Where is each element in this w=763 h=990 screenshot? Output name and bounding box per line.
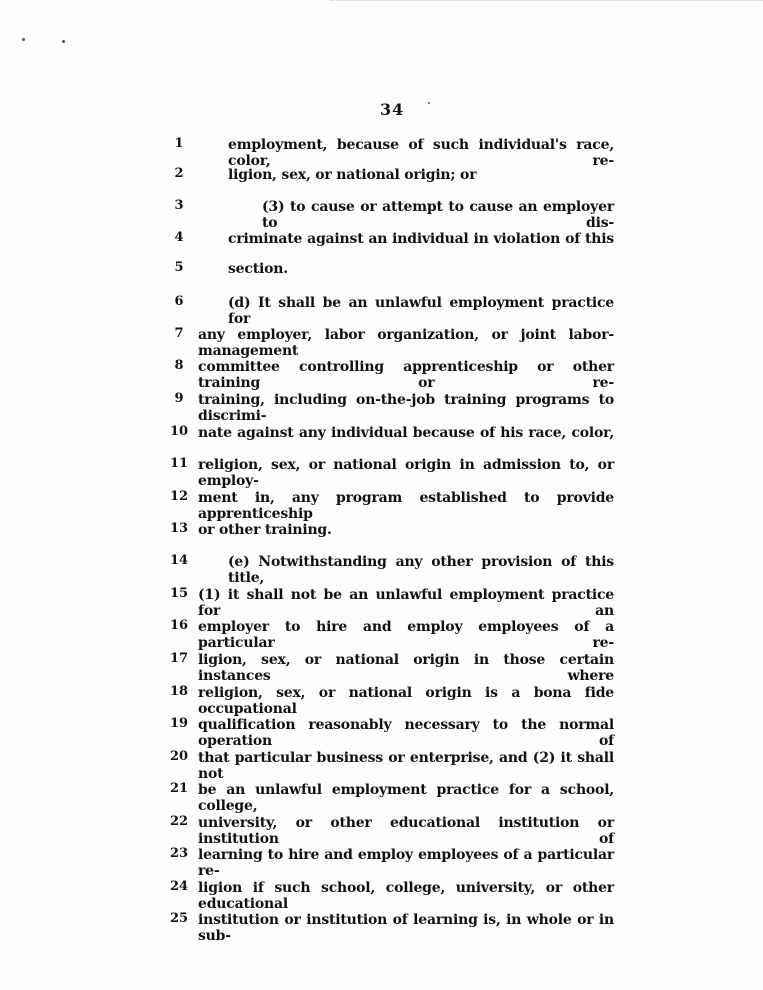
line-text: institution or institution of learning is, in whole or in sub-	[198, 912, 614, 944]
scan-speck	[428, 102, 430, 104]
line-number: 14	[170, 553, 189, 568]
line-text: any employer, labor organization, or joint labor-management	[198, 327, 614, 359]
line-number: 3	[174, 198, 184, 213]
line-number: 25	[170, 911, 189, 926]
line-text: committee controlling apprenticeship or other training or re-	[198, 359, 614, 391]
scan-top-border	[330, 0, 763, 3]
line-text: ligion, sex, or national origin; or	[228, 167, 477, 183]
line-text: that particular business or enterprise, and (2) it shall not	[198, 750, 614, 782]
line-number: 10	[170, 424, 189, 439]
line-text: employment, because of such individual's race, color, re-	[228, 137, 614, 169]
line-number: 15	[170, 586, 189, 601]
line-number: 9	[174, 391, 184, 406]
line-number: 7	[174, 326, 184, 341]
line-text: ment in, any program established to provide apprenticeship	[198, 490, 614, 522]
scan-speck	[62, 40, 65, 43]
page-number: 34	[380, 100, 405, 119]
line-number: 18	[170, 684, 189, 699]
line-number: 12	[170, 489, 189, 504]
line-text: nate against any individual because of his race, color,	[198, 425, 614, 441]
line-number: 4	[174, 230, 184, 245]
line-number: 20	[170, 749, 189, 764]
line-text: ligion if such school, college, university, or other educational	[198, 880, 614, 912]
line-number: 22	[170, 814, 189, 829]
line-number: 16	[170, 618, 189, 633]
line-text: religion, sex, or national origin in admission to, or employ-	[198, 457, 614, 489]
line-number: 24	[170, 879, 189, 894]
line-number: 2	[174, 166, 184, 181]
scan-speck	[22, 38, 25, 41]
line-text: employer to hire and employ employees of a particular re-	[198, 619, 614, 651]
line-text: or other training.	[198, 522, 332, 538]
line-number: 19	[170, 716, 189, 731]
line-text: (3) to cause or attempt to cause an employer to dis-	[262, 199, 614, 231]
line-text: training, including on-the-job training programs to discrimi-	[198, 392, 614, 424]
line-text: (1) it shall not be an unlawful employment practice for an	[198, 587, 614, 619]
line-text: university, or other educational institution or institution of	[198, 815, 614, 847]
line-number: 21	[170, 781, 189, 796]
line-number: 17	[170, 651, 189, 666]
line-text: be an unlawful employment practice for a school, college,	[198, 782, 614, 814]
line-text: criminate against an individual in violation of this	[228, 231, 614, 247]
line-number: 8	[174, 358, 184, 373]
line-number: 6	[174, 294, 184, 309]
line-text: ligion, sex, or national origin in those certain instances where	[198, 652, 614, 684]
line-text: qualification reasonably necessary to the normal operation of	[198, 717, 614, 749]
line-text: (d) It shall be an unlawful employment practice for	[228, 295, 614, 327]
line-text: learning to hire and employ employees of a particular re-	[198, 847, 614, 879]
line-text: (e) Notwithstanding any other provision of this title,	[228, 554, 614, 586]
line-number: 1	[174, 136, 184, 151]
line-number: 13	[170, 521, 189, 536]
line-number: 23	[170, 846, 189, 861]
line-text: religion, sex, or national origin is a bona fide occupational	[198, 685, 614, 717]
line-text: section.	[228, 261, 288, 277]
line-number: 5	[174, 260, 184, 275]
line-number: 11	[170, 456, 189, 471]
